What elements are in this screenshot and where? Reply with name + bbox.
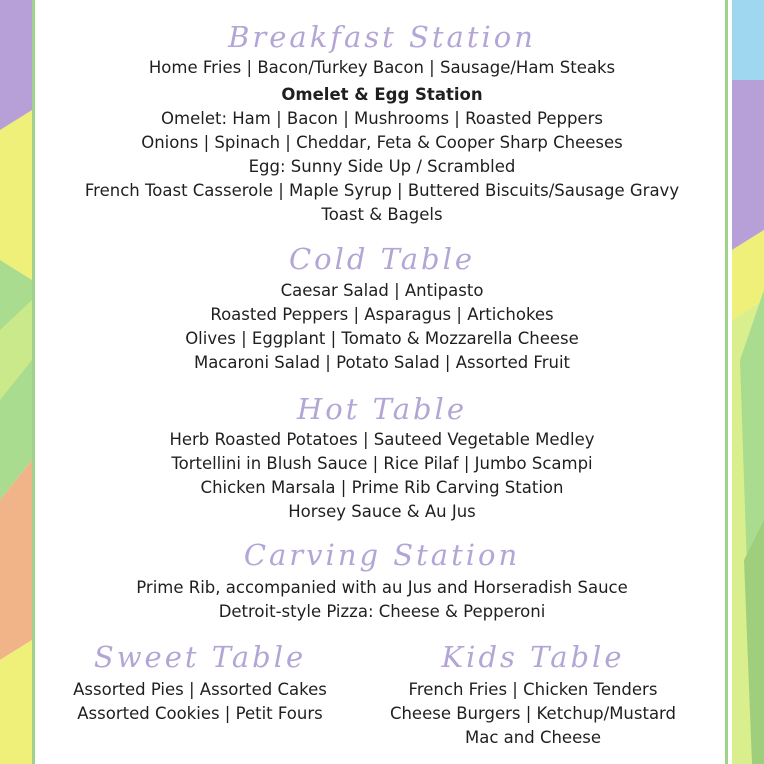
breakfast-heading: Breakfast Station [228,20,536,54]
hot-line-1: Herb Roasted Potatoes | Sauteed Vegetable Medley [169,430,595,449]
cold-line-3: Olives | Eggplant | Tomato & Mozzarella Cheese [185,329,579,348]
kids-line-2: Cheese Burgers | Ketchup/Mustard [389,704,677,723]
hot-line-4: Horsey Sauce & Au Jus [288,502,476,521]
breakfast-line-3: Onions | Spinach | Cheddar, Feta & Cooper Sharp Cheeses [141,133,623,152]
breakfast-line-1: Home Fries | Bacon/Turkey Bacon | Sausage/Ham Steaks [148,58,616,77]
kids-line-1: French Fries | Chicken Tenders [408,680,658,699]
breakfast-line-6: Toast & Bagels [321,205,443,224]
hot-heading: Hot Table [296,392,467,426]
omelet-heading: Omelet & Egg Station [281,85,483,104]
kids-line-3: Mac and Cheese [465,728,601,747]
breakfast-line-4: Egg: Sunny Side Up / Scrambled [248,157,516,176]
cold-line-2: Roasted Peppers | Asparagus | Artichokes [210,305,554,324]
sweet-line-2: Assorted Cookies | Petit Fours [77,704,323,723]
breakfast-line-5: French Toast Casserole | Maple Syrup | Buttered Biscuits/Sausage Gravy [84,181,680,200]
cold-heading: Cold Table [288,242,476,276]
hot-line-3: Chicken Marsala | Prime Rib Carving Station [200,478,564,497]
sweet-heading: Sweet Table [93,640,307,674]
carving-line-1: Prime Rib, accompanied with au Jus and Horseradish Sauce [136,578,628,597]
cold-line-4: Macaroni Salad | Potato Salad | Assorted Fruit [193,353,571,372]
carving-heading: Carving Station [243,538,521,572]
carving-line-2: Detroit-style Pizza: Cheese & Pepperoni [218,602,546,621]
sweet-line-1: Assorted Pies | Assorted Cakes [73,680,327,699]
cold-line-1: Caesar Salad | Antipasto [280,281,484,300]
hot-line-2: Tortellini in Blush Sauce | Rice Pilaf | Jumbo Scampi [171,454,593,473]
breakfast-line-2: Omelet: Ham | Bacon | Mushrooms | Roasted Peppers [161,109,603,128]
kids-heading: Kids Table [441,640,625,674]
